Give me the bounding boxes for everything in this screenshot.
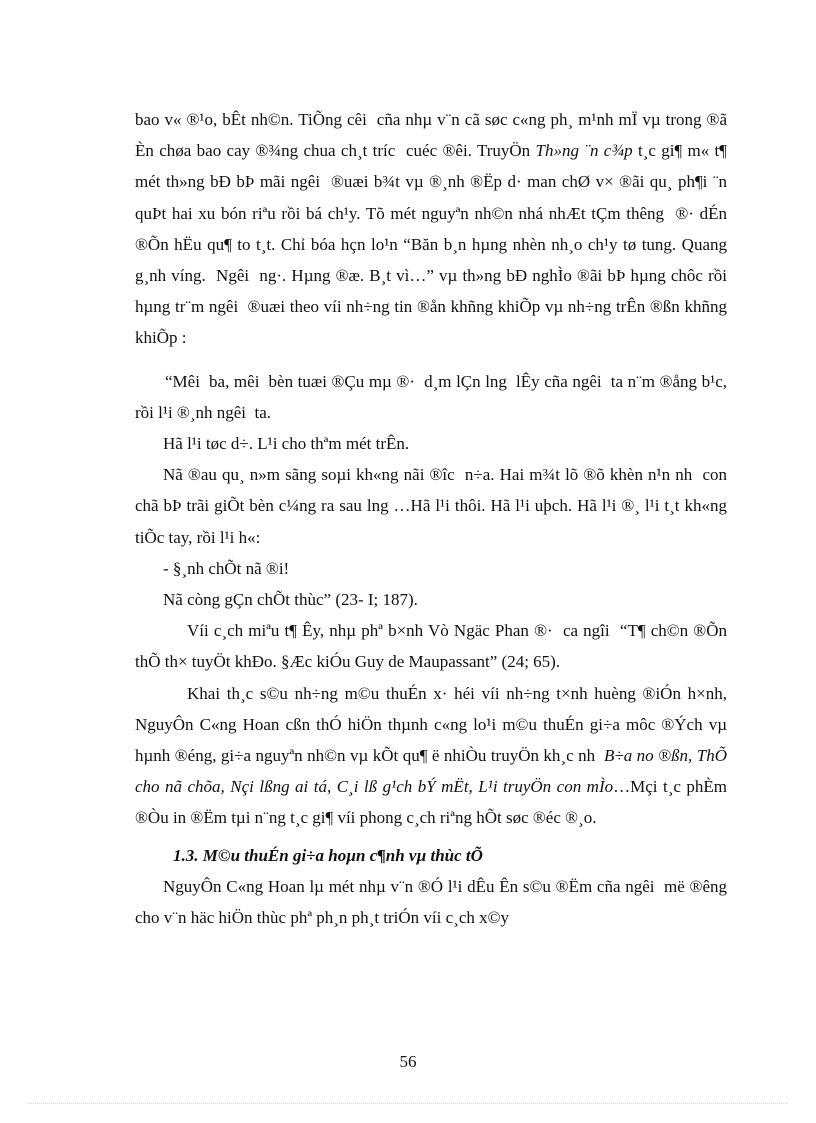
paragraph-vu-ngoc-phan — [135, 615, 732, 677]
text-run: bao v« ®¹o, bÊt nh©n. TiÕng cêi cña nhµ v¨n cã søc c«ng ph¸ m¹nh mÏ vµ trong ®ã Èn chøa bao cay ®¾ng chua ch¸t tríc cuéc ®êi. TruyÖn — [135, 110, 732, 161]
text-run: Nã còng gÇn chÕt thùc” (23- I; 187). — [163, 590, 418, 610]
body-text — [135, 104, 736, 933]
paragraph-thang-an-cap — [135, 104, 732, 354]
paragraph-mau-thuan — [135, 678, 732, 834]
quote-paragraph-2 — [135, 428, 727, 459]
section-heading: 1.3. M©u thuÉn gi÷a hoµn c¶nh vµ thùc tÕ — [173, 845, 483, 865]
quote-ending — [135, 584, 727, 615]
page-number: 56 — [399, 1052, 417, 1071]
quote-paragraph-3 — [135, 459, 732, 553]
quote-dialogue — [135, 553, 727, 584]
text-run: Víi c¸ch miªu t¶ Êy, nhµ phª b×nh Vò Ngäc Phan ®· ca ngîi “T¶ ch©n ®Õn thÕ th× tuyÖt khÐo. §Æc kiÓu Guy de Maupassant” (24; 65). — [135, 621, 732, 672]
text-run: Hã l¹i tøc d÷. L¹i cho thªm mét trÊn. — [163, 434, 410, 454]
text-run: …Mçi t¸c phÈm ®Òu in ®Ëm tµi n¨ng t¸c gi¶ víi phong c¸ch riªng hÕt søc ®éc ®¸o. — [135, 777, 732, 828]
text-run: Khai th¸c s©u nh÷ng m©u thuÉn x· héi víi nh÷ng t×nh huèng ®iÓn h×nh, NguyÔn C«ng Hoan cßn thÓ hiÖn thµnh c«ng lo¹i m©u thuÉn gi÷a môc ®Ých vµ hµnh ®éng, gi÷a nguyªn nh©n vµ kÕt qu¶ ë nhiÒu truyÖn kh¸c nh — [135, 683, 732, 766]
footer-divider — [28, 1103, 788, 1104]
text-run: “Mêi ba, mêi bèn tuæi ®Çu mµ ®· d¸m lÇn lng lÊy cña ngêi ta n¨m ®ång b¹c, rồi l¹i ®¸nh ngêi ta. — [135, 371, 732, 422]
paragraph-nguyen-cong-hoan: NguyÔn C«ng Hoan lµ mét nhµ v¨n ®Ó l¹i dÊu Ên s©u ®Ëm cña ngêi më ®êng cho v¨n häc hiÖn thùc phª ph¸n ph¸t triÓn víi c¸ch x©y — [135, 876, 736, 928]
story-titles: B÷a no ®ßn, ThÕ cho nã chõa, Nçi lßng ai tá, C¸i lß g¹ch bÝ mËt, L¹i truyÖn con mÌo — [135, 746, 732, 797]
story-title: Th»ng ¨n c¾p — [535, 141, 633, 161]
text-run: t¸c gi¶ m« t¶ mét th»ng bÐ bÞ mãi ngêi ®uæi b¾t vµ ®¸nh ®Ëp d· man chØ v× ®ãi qu¸ ph¶i ¨n quÞt hai xu bón riªu rồi bá ch¹y. Tõ mét nguyªn nh©n nhá nhÆt tÇm thêng ®· dÉn ®Õn hËu qu¶ to t¸t. Chỉ bóa hçn lo¹n “Băn b¸n hµng nhèn nh¸o ch¹y tø tung. Quang g¸nh víng. Ngêi ng·. Hµng ®æ. B¸t vì…” vµ th»ng bÐ nghÌo ®ãi bÞ hµng chôc rồi hµng tr¨m ngêi ®uæi theo víi nh÷ng tin ®ån khñng khiÕp vµ nh÷ng trÊn ®ßn khñng khiÕp : — [135, 141, 732, 348]
quote-paragraph-1 — [135, 366, 732, 428]
text-run: - §¸nh chÕt nã ®i! — [163, 558, 290, 578]
text-run: Nã ®au qu¸ n»m sãng soµi kh«ng nãi ®îc n÷a. Hai m¾t lõ ®õ khèn n¹n nh con chã bÞ trãi giÕt bèn c¼ng ra sau lng …Hã l¹i thôi. Hã l¹i uþch. Hã l¹i ®¸ l¹i t¸t kh«ng tiÕc tay, rồi l¹i h«: — [135, 465, 732, 547]
